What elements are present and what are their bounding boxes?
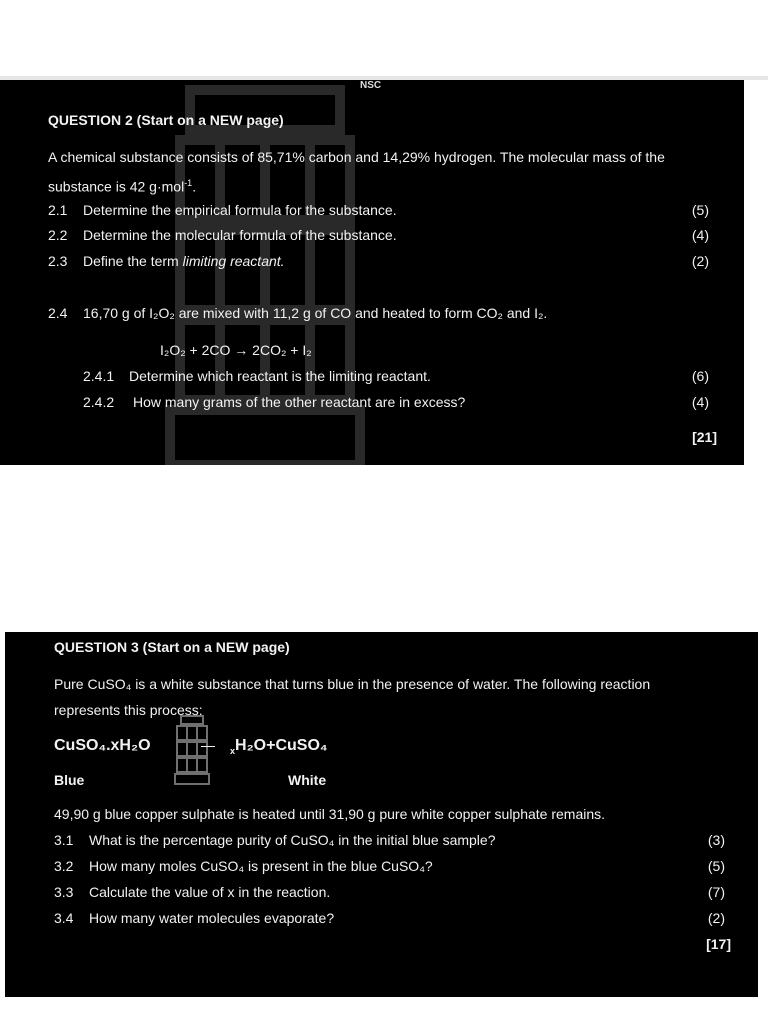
q2-item-marks: (2) bbox=[691, 253, 709, 269]
q2-item-number: 2.1 bbox=[48, 202, 68, 218]
q3-intro-line2: represents this process: bbox=[54, 702, 203, 718]
q2-subitem-text: Determine which reactant is the limiting reactant. bbox=[129, 368, 431, 384]
q2-intro-line2: substance is 42 g·mol$^{-1}$. bbox=[48, 178, 197, 195]
q2-item-text: Define the term limiting reactant. bbox=[83, 253, 285, 269]
q2-subitem-text: How many grams of the other reactant are in excess? bbox=[133, 394, 466, 410]
q3-item-text: What is the percentage purity of CuSO₄ in the initial blue sample? bbox=[89, 832, 496, 848]
q2-subitem-marks: (4) bbox=[691, 394, 709, 410]
q3-label-blue: Blue bbox=[54, 772, 85, 788]
q2-item-text: Determine the molecular formula of the substance. bbox=[83, 227, 397, 243]
q3-statement: 49,90 g blue copper sulphate is heated until 31,90 g pure white copper sulphate remains. bbox=[54, 806, 606, 822]
q3-item-number: 3.3 bbox=[54, 884, 74, 900]
q3-total-marks: [17] bbox=[706, 936, 731, 952]
q2-item-marks: (5) bbox=[691, 202, 709, 218]
q2-item-number: 2.4 bbox=[48, 305, 68, 321]
q3-label-white: White bbox=[288, 772, 327, 788]
q3-item-text: How many water molecules evaporate? bbox=[89, 910, 335, 926]
q3-item-marks: (2) bbox=[707, 910, 725, 926]
q2-heading: QUESTION 2 (Start on a NEW page) bbox=[48, 112, 284, 128]
q3-item-number: 3.1 bbox=[54, 832, 74, 848]
tower-watermark-icon bbox=[171, 714, 213, 786]
q3-intro-line1: Pure CuSO₄ is a white substance that turns blue in the presence of water. The following reaction bbox=[54, 676, 651, 692]
q2-intro-line1: A chemical substance consists of 85,71% carbon and 14,29% hydrogen. The molecular mass of the bbox=[48, 149, 665, 165]
q3-item-text: How many moles CuSO₄ is present in the blue CuSO₄? bbox=[89, 858, 433, 874]
q3-item-marks: (7) bbox=[707, 884, 725, 900]
q2-subitem-marks: (6) bbox=[691, 368, 709, 384]
q2-total-marks: [21] bbox=[692, 429, 717, 445]
q3-item-marks: (3) bbox=[707, 832, 725, 848]
question-2-panel bbox=[0, 80, 744, 465]
q3-equation-right: $_x$H₂O+CuSO₄ bbox=[230, 737, 328, 757]
q2-item-text: 16,70 g of I₂O₂ are mixed with 11,2 g of CO and heated to form CO₂ and I₂. bbox=[83, 305, 548, 321]
q3-item-number: 3.4 bbox=[54, 910, 74, 926]
q2-item-number: 2.3 bbox=[48, 253, 68, 269]
q3-item-number: 3.2 bbox=[54, 858, 74, 874]
q2-item-marks: (4) bbox=[691, 227, 709, 243]
q2-subitem-number: 2.4.2 bbox=[83, 394, 115, 410]
q3-equation-left: CuSO₄.xH₂O bbox=[54, 737, 151, 754]
q3-heading: QUESTION 3 (Start on a NEW page) bbox=[54, 639, 290, 655]
q2-item-text: Determine the empirical formula for the substance. bbox=[83, 202, 397, 218]
q2-item-number: 2.2 bbox=[48, 227, 68, 243]
q2-equation: I₂O₂ + 2CO → 2CO₂ + I₂ bbox=[160, 342, 312, 358]
header-label: NSC bbox=[360, 80, 382, 91]
q3-item-marks: (5) bbox=[707, 858, 725, 874]
q2-subitem-number: 2.4.1 bbox=[83, 368, 115, 384]
q3-item-text: Calculate the value of x in the reaction. bbox=[89, 884, 331, 900]
question-3-panel bbox=[5, 632, 758, 997]
reaction-arrow-icon bbox=[201, 746, 215, 747]
